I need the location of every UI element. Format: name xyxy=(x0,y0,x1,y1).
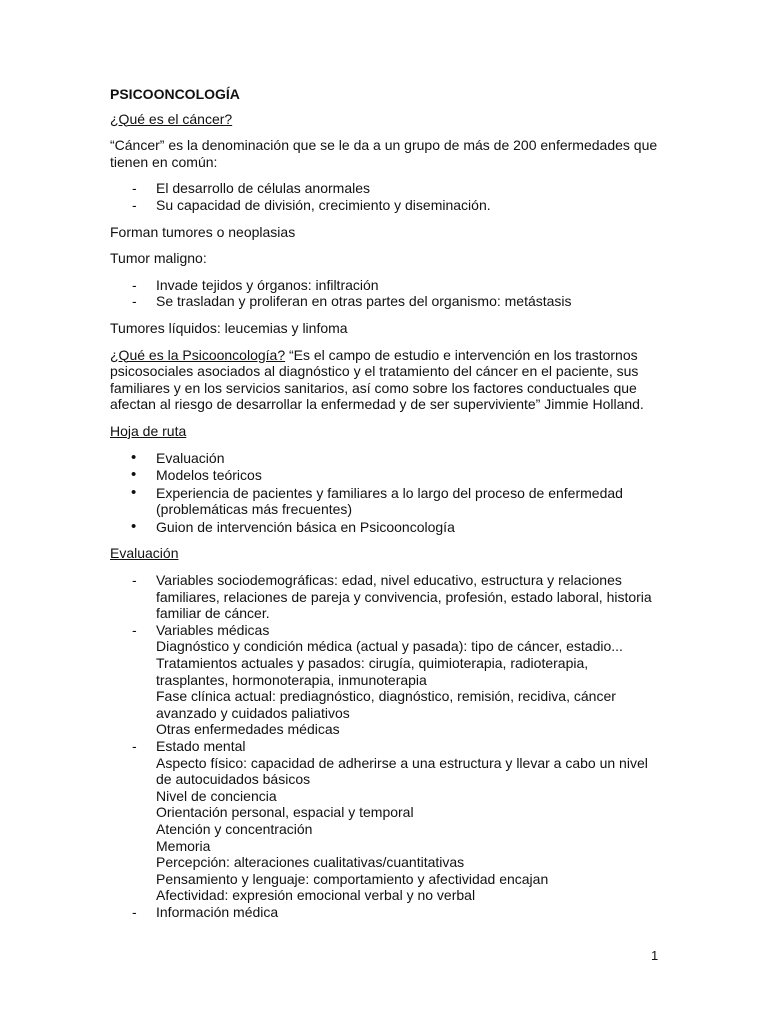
dash-marker: - xyxy=(132,276,137,293)
sub-item: Diagnóstico y condición médica (actual y pasada): tipo de cáncer, estadio... xyxy=(156,638,623,655)
bullet-marker: • xyxy=(131,466,137,484)
list-item: - Variables sociodemográficas: edad, nivel educativo, estructura y relaciones familiares, relaciones de pareja y convivencia, profesión, estado laboral, historia familiar de cáncer. xyxy=(132,572,652,622)
page-number: 1 xyxy=(651,948,659,963)
list-item: • Experiencia de pacientes y familiares a lo largo del proceso de enfermedad (problemáticas más frecuentes) xyxy=(131,483,623,518)
sub-item: Nivel de conciencia xyxy=(156,787,277,804)
sub-item: Tratamientos actuales y pasados: cirugía, quimioterapia, radioterapia, trasplantes, hormonoterapia, inmunoterapia xyxy=(156,655,589,688)
sub-item: Memoria xyxy=(156,837,211,854)
hoja-de-ruta-list xyxy=(110,450,660,536)
list-item: - Su capacidad de división, crecimiento y diseminación. xyxy=(132,196,491,213)
dash-marker: - xyxy=(132,621,137,638)
list-item: • Guion de intervención básica en Psicooncología xyxy=(131,517,455,535)
document-page xyxy=(110,86,660,931)
tumor-maligno-list xyxy=(110,277,660,310)
dash-marker: - xyxy=(132,738,137,754)
bullet-marker: • xyxy=(131,483,137,501)
cancer-characteristics-list xyxy=(110,180,660,213)
section-heading-que-es-psicooncologia: ¿Qué es la Psicooncología? xyxy=(110,346,286,363)
sub-item: Aspecto físico: capacidad de adherirse a una estructura y llevar a cabo un nivel de autocuidados básicos xyxy=(156,754,648,788)
sub-item: Orientación personal, espacial y temporal xyxy=(156,804,414,821)
tumor-maligno-label: Tumor maligno: xyxy=(110,250,207,267)
section-heading-evaluacion: Evaluación xyxy=(110,545,179,562)
bullet-marker: • xyxy=(131,517,137,535)
dash-marker: - xyxy=(132,293,137,310)
document-title: PSICOONCOLOGÍA xyxy=(110,86,240,102)
section-heading-hoja-de-ruta: Hoja de ruta xyxy=(110,422,187,439)
sub-item: Afectividad: expresión emocional verbal y no verbal xyxy=(156,887,476,904)
list-item: - Se trasladan y proliferan en otras partes del organismo: metástasis xyxy=(132,293,572,310)
list-item: • Evaluación xyxy=(131,448,225,466)
psicooncologia-quote: “Es el campo de estudio e intervención en los trastornos psicosociales asociados al diagnóstico y el tratamiento del cáncer en el paciente, sus familiares y en los servicios sanitarios, así como sobre los factores conductuales que afectan al riesgo de desarrollar la enfermedad y de ser superviviente” Jimmie Holland. xyxy=(110,346,644,413)
tumores-liquidos-text: Tumores líquidos: leucemias y linfoma xyxy=(110,319,348,336)
list-item: - Invade tejidos y órganos: infiltración xyxy=(132,276,379,293)
section-heading-que-es-cancer: ¿Qué es el cáncer? xyxy=(110,110,233,127)
sub-item: Otras enfermedades médicas xyxy=(156,721,340,738)
cancer-definition: “Cáncer” es la denominación que se le da a un grupo de más de 200 enfermedades que tienen en común: xyxy=(110,137,658,170)
list-item: • Modelos teóricos xyxy=(131,466,262,484)
sub-item: Percepción: alteraciones cualitativas/cuantitativas xyxy=(156,854,465,871)
sub-item: Fase clínica actual: prediagnóstico, diagnóstico, remisión, recidiva, cáncer avanzado y cuidados paliativos xyxy=(156,688,616,721)
list-item: - El desarrollo de células anormales xyxy=(132,180,370,197)
list-item: - Información médica xyxy=(132,903,279,920)
psicooncologia-definition xyxy=(110,347,660,413)
dash-marker: - xyxy=(132,180,137,197)
dash-marker: - xyxy=(132,196,137,213)
sub-item: Pensamiento y lenguaje: comportamiento y afectividad encajan xyxy=(156,870,549,887)
dash-marker: - xyxy=(132,903,137,920)
bullet-marker: • xyxy=(131,448,137,466)
tumores-text: Forman tumores o neoplasias xyxy=(110,223,296,240)
sub-item: Atención y concentración xyxy=(156,820,313,837)
list-item: - Variables médicas Diagnóstico y condición médica (actual y pasada): tipo de cáncer, estadio... Tratamientos actuales y pasados: cirugía, quimioterapia, radioterapia, trasplantes, hormonoterapia, inmunoterapia Fase clínica actual: prediagnóstico, diagnóstico, remisión, recidiva, cáncer avanzado y cuidados paliativos Otras enfermedades médicas xyxy=(110,622,660,738)
evaluacion-list xyxy=(110,572,660,920)
list-item: - Estado mental Aspecto físico: capacidad de adherirse a una estructura y llevar a cabo un nivel de autocuidados básicos Nivel de conciencia Orientación personal, espacial y temporal Atención y concentración Memoria Percepción: alteraciones cualitativas/cuantitativas Pensamiento y lenguaje: comportamiento y afectividad encajan Afectividad: expresión emocional verbal y no verbal xyxy=(110,738,660,904)
dash-marker: - xyxy=(132,572,137,589)
